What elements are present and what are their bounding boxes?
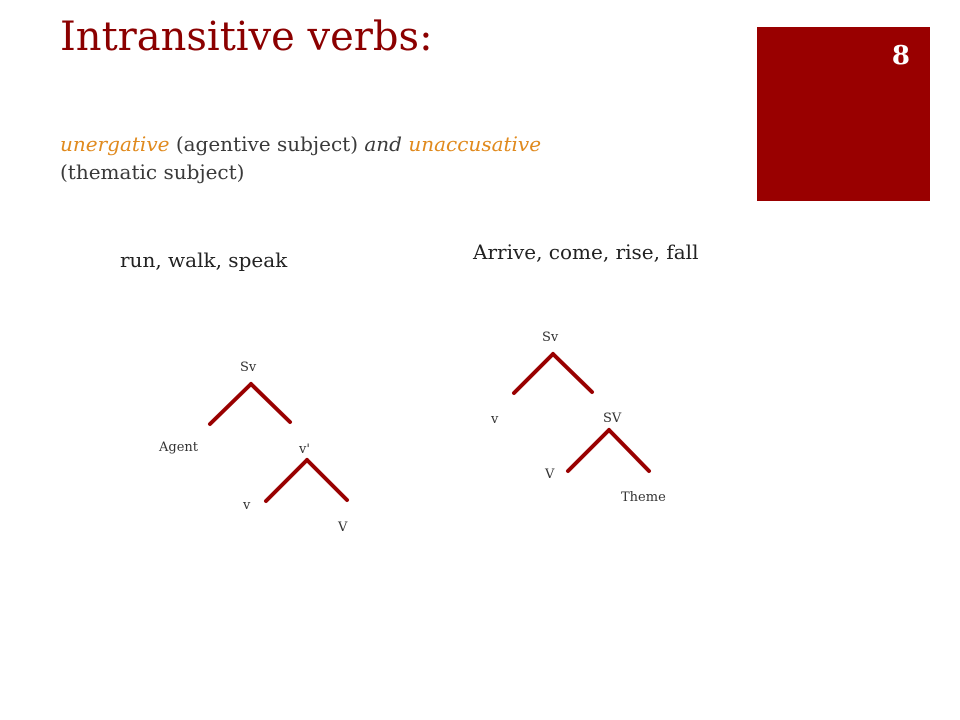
branch-sv-to-v-right [514,354,553,393]
node-SV: SV [603,411,622,426]
branch-vbar-to-v [266,460,307,501]
node-sv-left: Sv [240,360,257,375]
unergative-examples: run, walk, speak [120,248,288,272]
term-unergative: unergative [60,132,170,156]
branch-SV-to-V [568,430,609,471]
branch-SV-to-theme [609,430,649,471]
branch-sv-to-agent [210,384,251,424]
gloss-unaccusative: (thematic subject) [60,160,245,184]
node-v-left: v [243,498,251,513]
node-vbar: v' [299,442,310,457]
gloss-unergative: (agentive subject) [175,132,359,156]
node-V-left: V [338,520,348,535]
node-sv-right: Sv [542,330,559,345]
unaccusative-examples: Arrive, come, rise, fall [473,240,699,264]
branch-sv-to-SV [553,354,592,392]
slide-number: 8 [891,41,910,71]
term-unaccusative: unaccusative [408,132,542,156]
slide-title: Intransitive verbs: [60,14,433,60]
node-agent: Agent [159,440,198,455]
node-v-right: v [491,412,499,427]
conjunction: and [364,132,402,156]
node-theme: Theme [621,490,666,505]
branch-sv-to-vbar [251,384,290,422]
branch-vbar-to-V [307,460,347,500]
node-V-right: V [545,467,555,482]
